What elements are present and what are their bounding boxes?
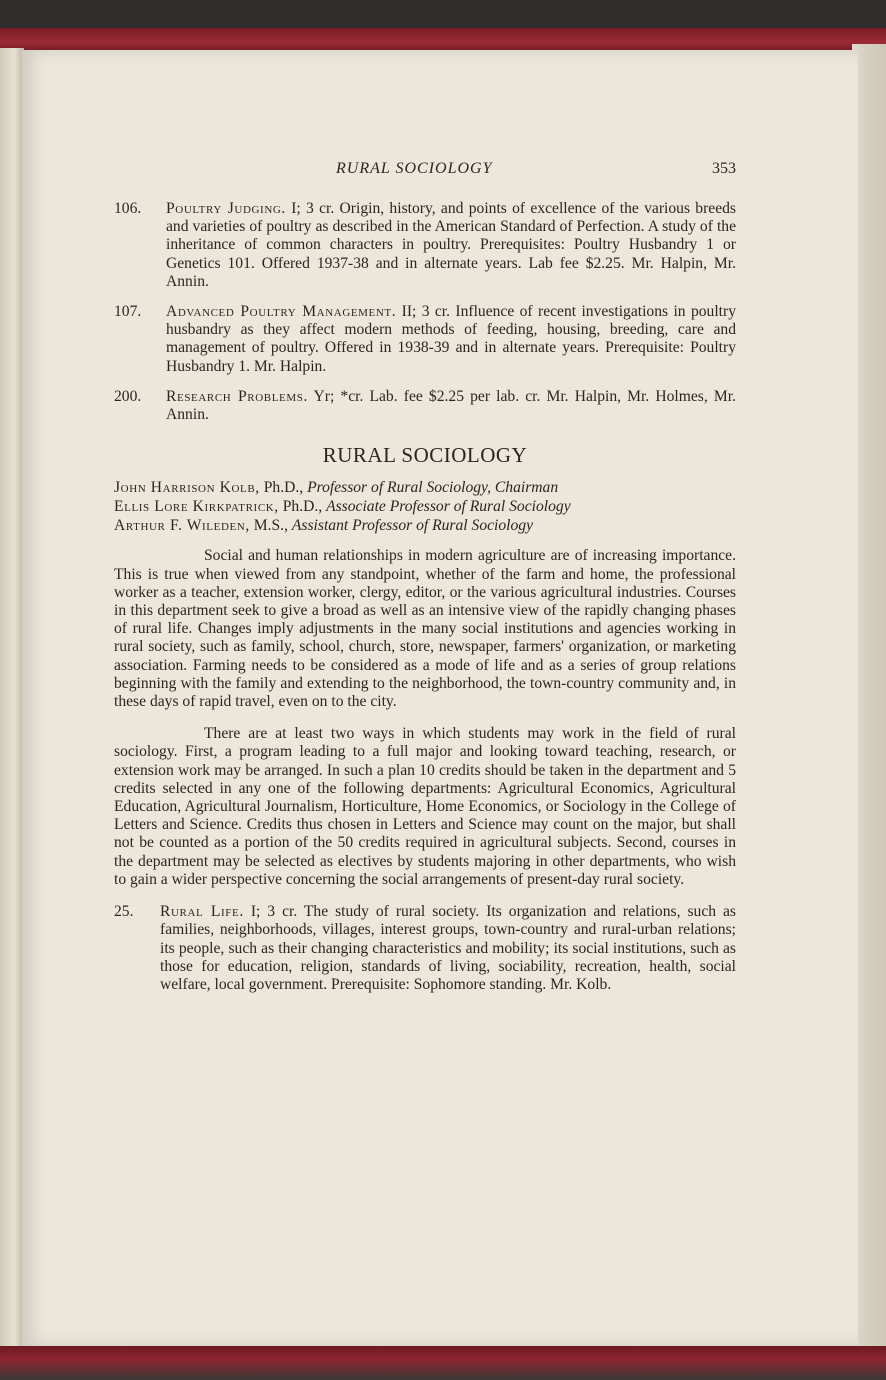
course-title: Research Problems. (166, 387, 308, 405)
faculty-member (114, 497, 736, 516)
page-number: 353 (712, 160, 736, 177)
faculty-member (114, 516, 736, 535)
book-cover-bottom (0, 1346, 886, 1380)
faculty-degree: Ph.D., (282, 498, 323, 516)
faculty-position: Professor of Rural Sociology, Chairman (307, 479, 559, 497)
faculty-name: Ellis Lore Kirkpatrick, (114, 498, 279, 516)
course-entry (114, 303, 736, 376)
section-title: RURAL SOCIOLOGY (322, 443, 528, 468)
course-description: I; 3 cr. Origin, history, and points of excellence of the various breeds and varieties of poultry as described in the American Standard of Perfection. A study of the inheritance of common characters in poultry. Prerequisites: Poultry Husbandry 1 or Genetics 101. Offered 1937-38 and in alternate years. Lab fee $2.25. Mr. Halpin, Mr. Annin. (166, 200, 736, 290)
course-title: Poultry Judging. (166, 200, 286, 217)
course-number: 107. (114, 303, 142, 321)
course-description: Yr; *cr. Lab. fee $2.25 per lab. cr. Mr. Halpin, Mr. Holmes, Mr. Annin. (166, 387, 736, 424)
faculty-name: John Harrison Kolb, (114, 479, 260, 497)
page-content (114, 160, 736, 1006)
faculty-position: Associate Professor of Rural Sociology (326, 498, 571, 516)
faculty-degree: M.S., (253, 517, 288, 535)
book-cover-top (0, 28, 886, 52)
running-title: RURAL SOCIOLOGY (336, 160, 493, 177)
course-number: 200. (114, 387, 142, 405)
course-title: Rural Life. (160, 903, 244, 921)
facing-page-edge (0, 48, 24, 1348)
course-entry (114, 388, 736, 424)
book-top-edge (0, 0, 886, 30)
course-entry (114, 903, 736, 994)
running-head (114, 160, 736, 182)
course-number: 106. (114, 200, 142, 217)
faculty-name: Arthur F. Wileden, (114, 517, 250, 535)
course-title: Advanced Poultry Management. (166, 303, 397, 321)
course-number: 25. (114, 903, 134, 921)
faculty-list (114, 478, 736, 535)
course-description: II; 3 cr. Influence of recent investigations in poultry husbandry as they affect modern methods of feeding, housing, breeding, care and management of poultry. Offered in 1938-39 and in alternate years. Prerequisite: Poultry Husbandry 1. Mr. Halpin. (166, 303, 736, 375)
faculty-degree: Ph.D., (263, 479, 304, 497)
course-entry (114, 200, 736, 291)
body-paragraph: Social and human relationships in modern agriculture are of increasing importance. This is true when viewed from any standpoint, whether of the farm and home, the professional worker as a teacher, extension worker, clergy, editor, or the various agricultural industries. Courses in this department seek to give a broad as well as an intensive view of the rapidly changing phases of rural life. Changes imply adjustments in the many social institutions and agencies working in rural society, such as family, school, church, store, newspaper, farmers' organization, or marketing association. Farming needs to be considered as a mode of life and as a series of group relations beginning with the family and extending to the neighborhood, the town-country community and, in these days of rapid travel, even on to the city. (114, 547, 736, 711)
faculty-position: Assistant Professor of Rural Sociology (291, 517, 534, 535)
faculty-member (114, 478, 736, 497)
course-description: I; 3 cr. The study of rural society. Its organization and relations, such as families, neighborhoods, villages, interest groups, town-country and rural-urban relations; its people, such as their changing characteristics and mobility; its social institutions, such as those for education, religion, standards of living, sociability, recreation, health, social welfare, local government. Prerequisite: Sophomore standing. Mr. Kolb. (160, 903, 736, 993)
body-paragraph: There are at least two ways in which students may work in the field of rural sociology. First, a program leading to a full major and looking toward teaching, research, or extension work may be arranged. In such a plan 10 credits should be taken in the department and 5 credits selected in any one of the following departments: Agricultural Economics, Agricultural Education, Agricultural Journalism, Horticulture, Home Economics, or Sociology in the College of Letters and Science. Credits thus chosen in Letters and Science may count on the major, but shall not be counted as a portion of the 50 credits required in agricultural subjects. Second, courses in the department may be selected as electives by students majoring in other departments, who wish to gain a wider perspective concerning the social arrangements of present-day rural society. (114, 725, 736, 888)
